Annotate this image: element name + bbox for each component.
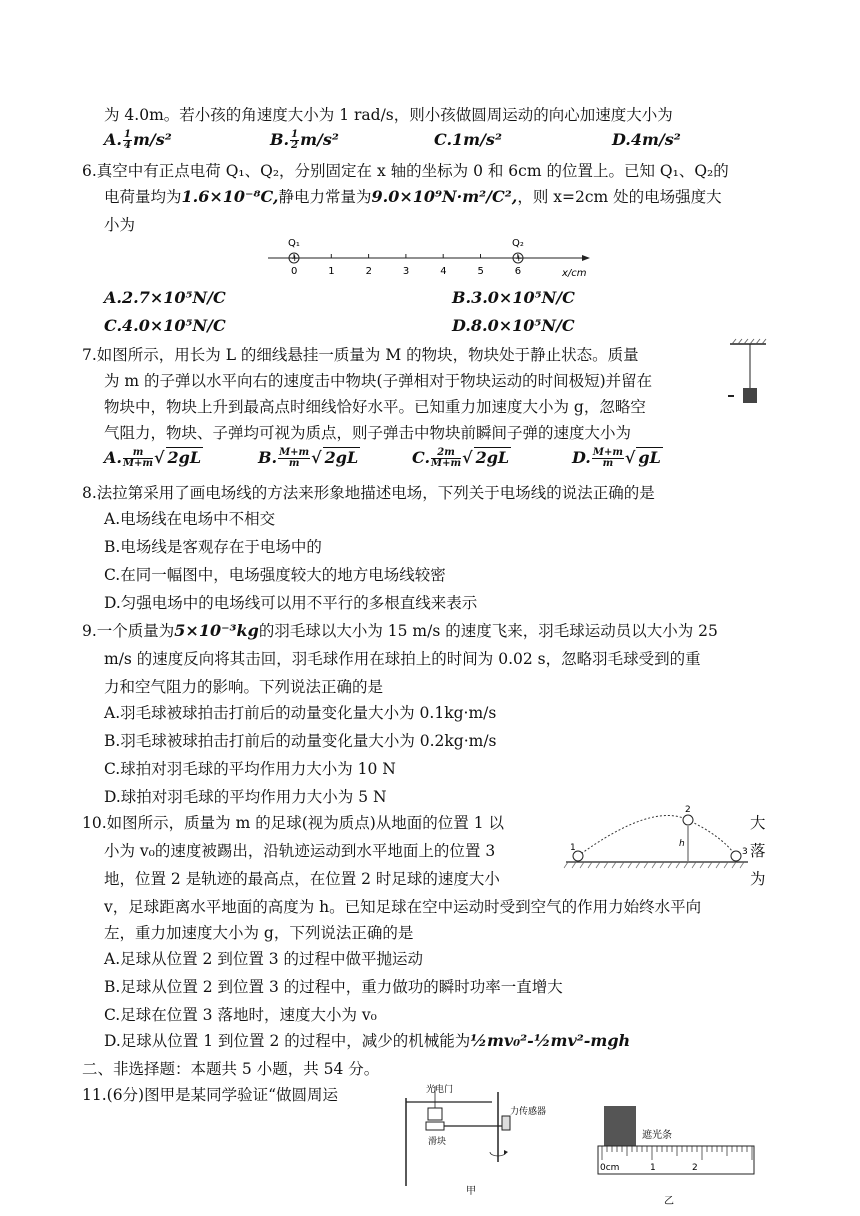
q6-stem-line3: 小为 [104, 216, 136, 234]
q9-option-b: B.羽毛球被球拍击打前后的动量变化量大小为 0.2kg·m/s [104, 732, 497, 750]
q6-option-a: A.2.7×10⁵N/C [104, 288, 226, 307]
q7-option-a: A. $\frac{m}{M+m}$ √ 2gL [104, 447, 202, 469]
svg-text:3: 3 [742, 847, 748, 857]
q6-option-c: C.4.0×10⁵N/C [104, 316, 226, 335]
svg-text:遮光条: 遮光条 [642, 1130, 672, 1141]
q10-option-a: A.足球从位置 2 到位置 3 的过程中做平抛运动 [104, 950, 424, 968]
q2-label: Q₂ [512, 238, 524, 249]
q7-pendulum-figure [728, 338, 768, 408]
q6-stem-line1: 6.真空中有正点电荷 Q₁、Q₂，分别固定在 x 轴的坐标为 0 和 6cm 的位置上。已知 Q₁、Q₂的 [82, 162, 729, 180]
q9-stem-line2: m/s 的速度反向将其击回，羽毛球作用在球拍上的时间为 0.02 s，忽略羽毛球受到的重 [104, 650, 701, 668]
q5-option-d: D.4m/s² [612, 130, 681, 149]
svg-text:力传感器: 力传感器 [510, 1107, 547, 1117]
slider-block [426, 1122, 444, 1130]
q10-option-d: D.足球从位置 1 到位置 2 的过程中，减少的机械能为½mv₀²-½mv²-mgh [104, 1031, 631, 1050]
svg-text:0cm: 0cm [600, 1163, 620, 1173]
q7-stem-line4: 气阻力，物块、子弹均可视为质点，则子弹击中物块前瞬间子弹的速度大小为 [104, 424, 632, 442]
q10-option-c: C.足球在位置 3 落地时，速度大小为 v₀ [104, 1006, 377, 1024]
trajectory-path [578, 816, 736, 857]
axis-tick-label: 3 [402, 266, 410, 277]
axis-tick-label: 6 [514, 266, 522, 277]
q8-option-b: B.电场线是客观存在于电场中的 [104, 538, 322, 556]
photogate [428, 1108, 442, 1120]
q6-stem-line2: 电荷量均为1.6×10⁻⁸C,静电力常量为9.0×10⁹N·m²/C²,，则 x=2cm 处的电场强度大 [104, 187, 722, 206]
q7-stem-line1: 7.如图所示，用长为 L 的细线悬挂一质量为 M 的物块，物块处于静止状态。质量 [82, 346, 639, 364]
q9-option-a: A.羽毛球被球拍击打前后的动量变化量大小为 0.1kg·m/s [104, 704, 497, 722]
svg-text:2: 2 [692, 1163, 698, 1173]
svg-text:+: + [291, 254, 299, 264]
q10-stem-line4: v，足球距离水平地面的高度为 h。已知足球在空中运动时受到空气的作用力始终水平向 [104, 898, 702, 916]
svg-text:光电门: 光电门 [426, 1085, 454, 1095]
q7-option-c: C. $\frac{2m}{M+m}$ √ 2gL [412, 447, 510, 469]
q10-stem-line3: 地，位置 2 是轨迹的最高点，在位置 2 时足球的速度大小 [104, 870, 500, 888]
axis-unit-label: x/cm [562, 268, 587, 279]
axis-tick-label: 0 [291, 266, 298, 277]
svg-text:滑块: 滑块 [428, 1137, 447, 1147]
axis-tick-label: 5 [477, 266, 484, 277]
svg-text:+: + [515, 254, 523, 264]
svg-text:h: h [679, 839, 685, 849]
svg-text:乙: 乙 [664, 1196, 674, 1207]
ball-position-3 [731, 851, 741, 861]
q9-stem-line3: 力和空气阻力的影响。下列说法正确的是 [104, 678, 384, 696]
q10-stem-line5: 左，重力加速度大小为 g，下列说法正确的是 [104, 924, 414, 942]
q10-stem-line1: 10.如图所示，质量为 m 的足球(视为质点)从地面的位置 1 以 [82, 814, 505, 832]
force-sensor [502, 1116, 510, 1130]
q7-stem-line3: 物块中，物块上升到最高点时细线恰好水平。已知重力加速度大小为 g，忽略空 [104, 398, 646, 416]
svg-text:1: 1 [570, 843, 576, 853]
ball-position-2 [683, 815, 693, 825]
q10-option-b: B.足球从位置 2 到位置 3 的过程中，重力做功的瞬时功率一直增大 [104, 978, 563, 996]
svg-text:1: 1 [650, 1163, 656, 1173]
q5-stem-tail: 为 4.0m。若小孩的角速度大小为 1 rad/s，则小孩做圆周运动的向心加速度大小为 [104, 106, 673, 124]
q11-stem-line1: 11.(6分)图甲是某同学验证“做圆周运 [82, 1086, 339, 1104]
q7-stem-line2: 为 m 的子弹以水平向右的速度击中物块(子弹相对于物块运动的时间极短)并留在 [104, 372, 653, 390]
q8-option-a: A.电场线在电场中不相交 [104, 510, 276, 528]
svg-text:甲: 甲 [466, 1186, 476, 1197]
q7-option-d: D. $\frac{M+m}{m}$ √ gL [572, 447, 661, 469]
q5-option-b: B. $\frac{1}{2}$ m/s² [270, 129, 339, 151]
q5-option-a: A. $\frac{1}{4}$ m/s² [104, 129, 172, 151]
axis-tick-label: 2 [365, 266, 372, 277]
q11-figure-jia [398, 1082, 584, 1210]
q7-option-b: B. $\frac{M+m}{m}$ √ 2gL [258, 447, 359, 469]
q10-stem-line3-right: 为 [750, 870, 766, 888]
q11-figure-yi [594, 1102, 758, 1210]
q9-option-c: C.球拍对羽毛球的平均作用力大小为 10 N [104, 760, 396, 778]
q8-option-c: C.在同一幅图中，电场强度较大的地方电场线较密 [104, 566, 446, 584]
q8-stem: 8.法拉第采用了画电场线的方法来形象地描述电场，下列关于电场线的说法正确的是 [82, 484, 655, 502]
q10-stem-line2-right: 落 [750, 842, 766, 860]
axis-tick-label: 1 [328, 266, 335, 277]
q5-option-c: C.1m/s² [434, 130, 502, 149]
q10-stem-line2: 小为 v₀的速度被踢出，沿轨迹运动到水平地面上的位置 3 [104, 842, 496, 860]
q6-option-d: D.8.0×10⁵N/C [452, 316, 575, 335]
section-2-heading: 二、非选择题：本题共 5 小题，共 54 分。 [82, 1060, 380, 1078]
vernier-ruler [598, 1146, 754, 1174]
q1-label: Q₁ [288, 238, 300, 249]
q9-option-d: D.球拍对羽毛球的平均作用力大小为 5 N [104, 788, 387, 806]
q9-stem-line1: 9.一个质量为5×10⁻³kg的羽毛球以大小为 15 m/s 的速度飞来，羽毛球运动员以大小为 25 [82, 621, 718, 640]
q10-trajectory-figure [562, 806, 752, 876]
axis-tick-label: 4 [440, 266, 447, 277]
svg-text:2: 2 [685, 805, 691, 815]
q10-stem-line1-right: 大 [750, 814, 766, 832]
q6-axis-figure [264, 234, 604, 280]
q6-option-b: B.3.0×10⁵N/C [452, 288, 575, 307]
q8-option-d: D.匀强电场中的电场线可以用不平行的多根直线来表示 [104, 594, 478, 612]
block [743, 388, 757, 403]
